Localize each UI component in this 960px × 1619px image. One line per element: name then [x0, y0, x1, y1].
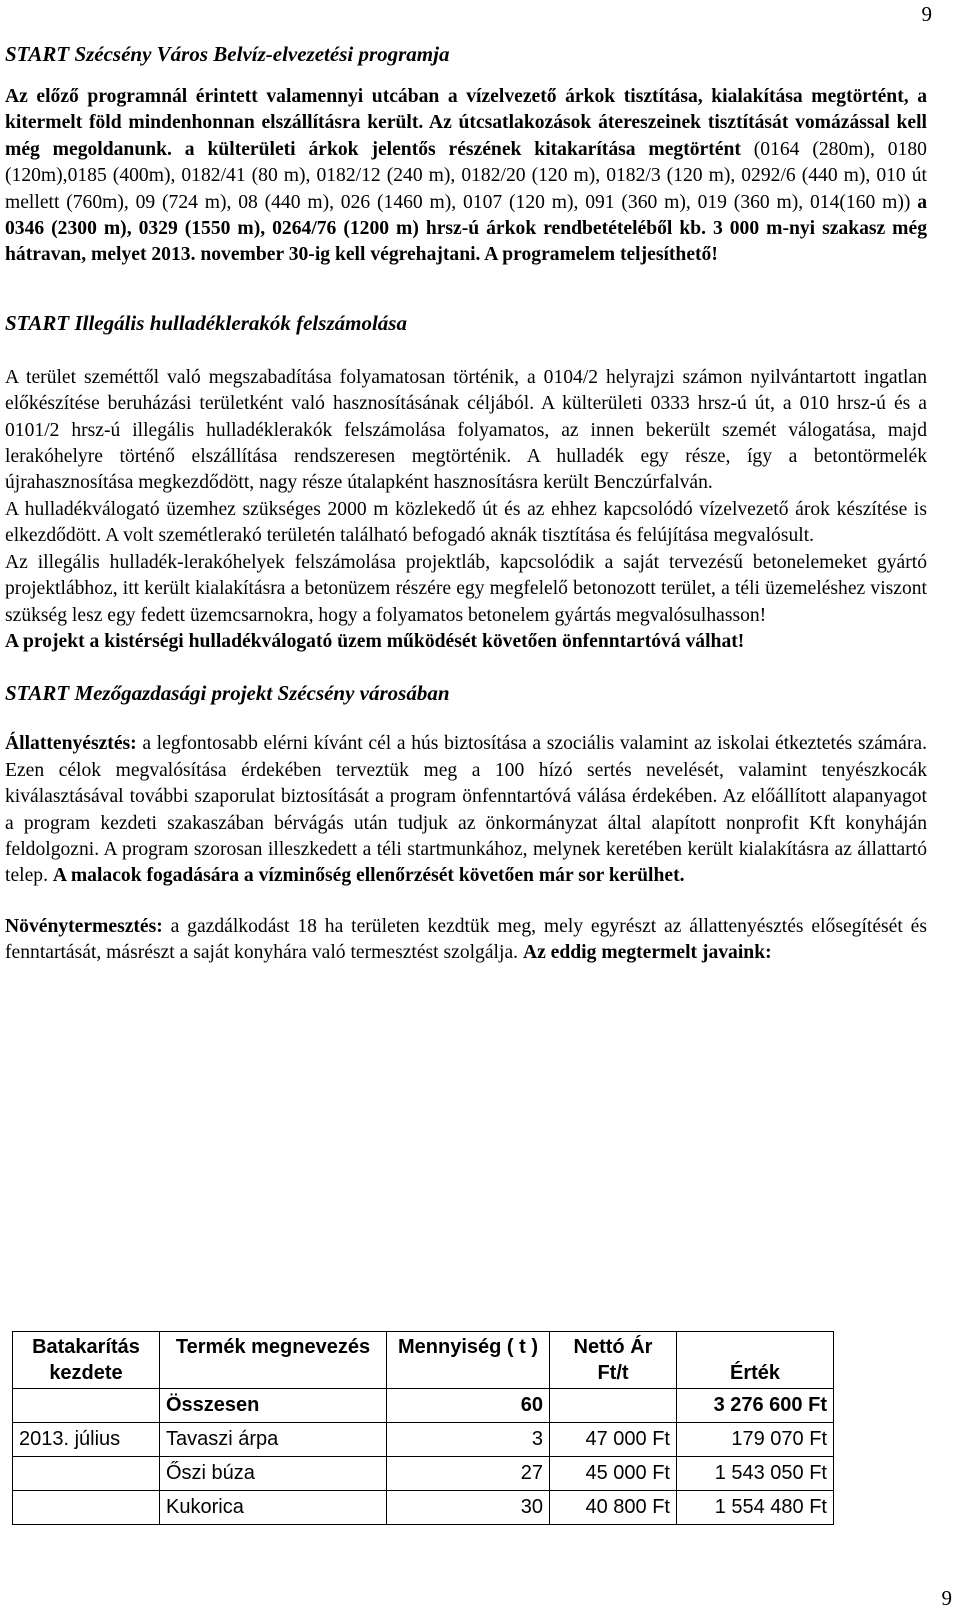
cell-start [13, 1491, 160, 1525]
cell-start: 2013. július [13, 1423, 160, 1457]
header-start: Batakarítás kezdete [13, 1332, 160, 1389]
page-number-top: 9 [921, 2, 932, 26]
cell-price: 40 800 Ft [550, 1491, 677, 1525]
cell-value: 1 554 480 Ft [677, 1491, 834, 1525]
text-normal: a gazdálkodást 18 ha területen kezdtük meg, mely egyrészt az állattenyésztés elősegítését és fenntartását, másrészt a saját konyhára való termesztést szolgálja. [5, 915, 927, 964]
header-value: Érték [677, 1332, 834, 1389]
paragraph-allattenyesztes [5, 731, 927, 889]
paragraph-novenytermesztes [5, 914, 927, 967]
total-quantity: 60 [387, 1389, 550, 1423]
table-row [13, 1491, 834, 1525]
total-value: 3 276 600 Ft [677, 1389, 834, 1423]
cell-price: 45 000 Ft [550, 1457, 677, 1491]
header-quantity: Mennyiség ( t ) [387, 1332, 550, 1389]
text-normal: (0164 (280m), 0180 (120m),0185 (400m), 0182/41 (80 m), 0182/12 (240 m), 0182/20 (120 m), 0182/3 (120 m), 0292/6 (440 m), 010 út mellett (760m), 09 (724 m), 08 (440 m), 026 (1460 m), 0107 (120 m), 091 (360 m), 019 (360 m), 014(160 m)) [5, 138, 927, 213]
cell-product: Tavaszi árpa [160, 1423, 387, 1457]
paragraph-hulladek-2: A hulladékválogató üzemhez szükséges 2000 m közlekedő út és az ehhez kapcsolódó vízelvezető árok készítése is elkezdődött. A volt szemétlerakó területén található befogadó aknák tisztítása és felújítása megvalósult. [5, 498, 927, 547]
header-price: Nettó Ár Ft/t [550, 1332, 677, 1389]
label-allattenyesztes: Állattenyésztés: [5, 733, 137, 755]
text-normal: a legfontosabb elérni kívánt cél a hús biztosítása a szociális valamint az iskolai étkeztetés számára. Ezen célok megvalósítása érdekében terveztük meg a 100 hízó sertés nevelését, valamint tenyészkocák kiválasztásával további szaporulat biztosítását a program önfenntartóvá válása érdekében. Az előállított alapanyagot a program kezdeti szakaszában bérvágás után tudjuk az önkormányzat által alapított nonprofit Kft konyháján feldolgozni. A program szorosan illeszkedett a téli startmunkához, melynek keretében került kialakításra az állattartó telep. [5, 733, 927, 887]
products-table [12, 1331, 834, 1525]
cell-value: 1 543 050 Ft [677, 1457, 834, 1491]
paragraph-hulladek-4: A projekt a kistérségi hulladékválogató üzem működését követően önfenntartóvá válhat! [5, 630, 745, 652]
cell-quantity: 30 [387, 1491, 550, 1525]
cell-product: Kukorica [160, 1491, 387, 1525]
paragraph-belviz [5, 84, 927, 269]
cell-quantity: 27 [387, 1457, 550, 1491]
total-label: Összesen [160, 1389, 387, 1423]
paragraph-hulladek-1: A terület szeméttől való megszabadítása folyamatosan történik, a 0104/2 helyrajzi számon nyilvántartott ingatlan előkészítése beruházási területként való hasznosításának céljából. A külterületi 0333 hrsz-ú út, a 010 hrsz-ú és a 0101/2 hrsz-ú illegális hulladéklerakók felszámolása folyamatos, az innen bekerült szemét válogatása, majd lerakóhelyre történő elszállítása rendszeresen megtörténik. A hulladék egy része, így a betontörmelék újrahasznosítása megkezdődött, nagy része útalapként hasznosításra került Benczúrfalván. [5, 366, 927, 494]
table-row-total [13, 1389, 834, 1423]
text-bold: a 0346 (2300 m), 0329 (1550 m), 0264/76 (1200 m) hrsz-ú árkok rendbetételéből kb. 3 000 m-nyi szakasz még hátravan, melyet 2013. november 30-ig kell végrehajtani. A programelem teljesíthető! [5, 191, 927, 266]
cell-product: Őszi búza [160, 1457, 387, 1491]
cell-quantity: 3 [387, 1423, 550, 1457]
table-row [13, 1423, 834, 1457]
paragraph-hulladek-3: Az illegális hulladék-lerakóhelyek felszámolása projektláb, kapcsolódik a saját tervezésű betonelemeket gyártó projektlábhoz, itt került kialakításra a betonüzem részére egy megfelelő betonozott terület, a téli üzemeléshez viszont szükség lesz egy fedett üzemcsarnokra, hogy a folyamatos betonelem gyártás megvalósulhasson! [5, 551, 927, 626]
page-content [5, 40, 927, 967]
header-product: Termék megnevezés [160, 1332, 387, 1389]
page-number-bottom: 9 [941, 1586, 952, 1610]
label-novenytermesztes: Növénytermesztés: [5, 915, 163, 937]
section-heading-belviz: START Szécsény Város Belvíz-elvezetési programja [5, 42, 450, 66]
cell-price: 47 000 Ft [550, 1423, 677, 1457]
cell-value: 179 070 Ft [677, 1423, 834, 1457]
cell-start [13, 1457, 160, 1491]
table-cell [13, 1389, 160, 1423]
text-bold: Az eddig megtermelt javaink: [522, 942, 772, 964]
table-cell [550, 1389, 677, 1423]
text-bold: Az előző programnál érintett valamennyi utcában a vízelvezető árkok tisztítása, kialakítása megtörtént, a kitermelt föld mindenhonnan elszállításra került. Az útcsatlakozások átereszeinek tisztítását vomázással kell még megoldanunk. a külterületi árkok jelentős részének kitakarítása megtörtént [5, 86, 927, 160]
section-heading-mezogazdasag: START Mezőgazdasági projekt Szécsény városában [5, 681, 450, 706]
table-row [13, 1457, 834, 1491]
section-heading-hulladek: START Illegális hulladéklerakók felszámolása [5, 310, 407, 335]
table-header-row [13, 1332, 834, 1389]
text-bold: A malacok fogadására a vízminőség ellenőrzését követően már sor kerülhet. [52, 865, 685, 887]
